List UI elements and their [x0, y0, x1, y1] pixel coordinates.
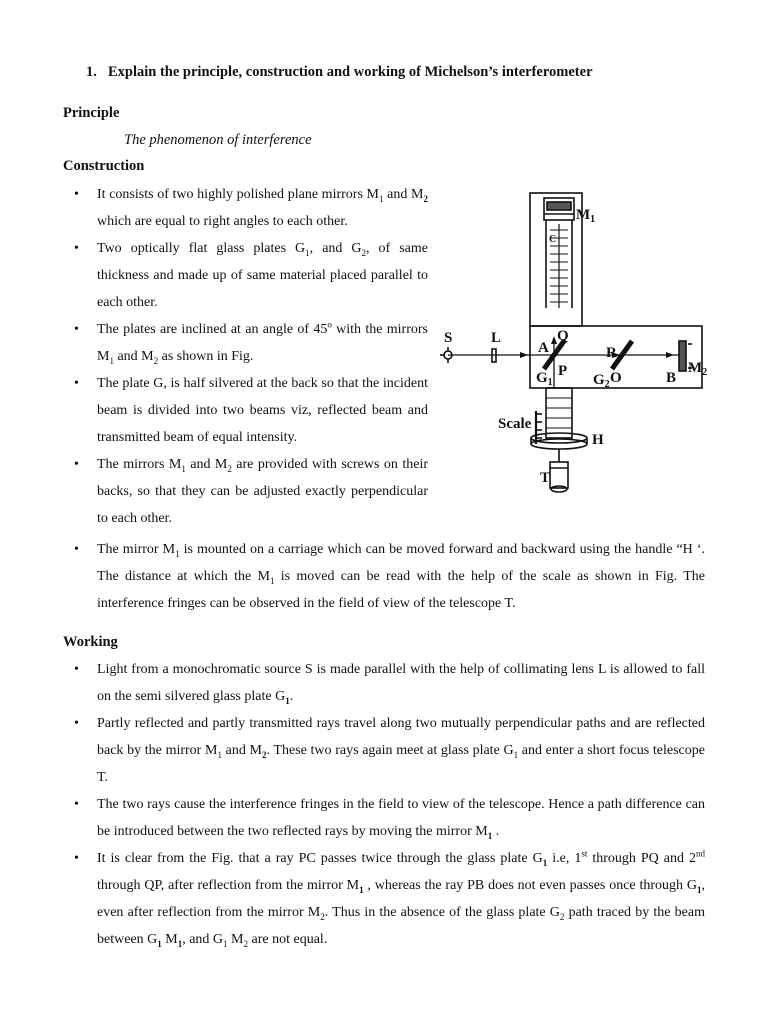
working-list	[97, 656, 705, 953]
label-q: Q	[557, 328, 569, 344]
interferometer-diagram-svg	[436, 186, 708, 504]
label-h: H	[592, 432, 604, 448]
list-item: • It is clear from the Fig. that a ray PC passes twice through the glass plate $G_1$ i.e, 1st through PQ and 2nd through QP, after reflection from the mirror $M_1$ , whereas the ray PB does not even passes once through $G_1$, even after reflection from the mirror $M_2$. Thus in the absence of the glass plate $G_2$ path traced by the beam between $G_1$ $M_1$, and $G_1$ $M_2$ are not equal.	[97, 845, 705, 953]
list-item: • The plates are inclined at an angle of 45$^o$ with the mirrors $M_1$ and $M_2$ as shown in Fig.	[97, 316, 428, 370]
principle-heading: Principle	[63, 105, 120, 121]
list-item: • Two optically flat glass plates $G_1$, and $G_2$, of same thickness and made up of same material placed parallel to each other.	[97, 235, 428, 316]
construction-list-continued	[97, 536, 705, 617]
question-title-text: Explain the principle, construction and working of Michelson’s interferometer	[108, 64, 593, 80]
label-m2: $M_2$	[688, 360, 708, 378]
mirror-m2	[679, 341, 686, 371]
construction-heading: Construction	[63, 158, 145, 174]
label-s: S	[444, 330, 453, 346]
list-item: • Partly reflected and partly transmitted rays travel along two mutually perpendicular paths and are reflected back by the mirror $M_1$ and $M_2$. These two rays again meet at glass plate $G_1$ and enter a short focus telescope T.	[97, 710, 705, 791]
list-item: • The mirror $M_1$ is mounted on a carriage which can be moved forward and backward using the handle “H ‘. The distance at which the $M_1$ is moved can be read with the help of the scale as shown in Fig. The interference fringes can be observed in the field of view of the telescope T.	[97, 536, 705, 617]
michelson-interferometer-figure	[436, 186, 708, 504]
label-l: L	[491, 330, 502, 346]
label-o: O	[610, 370, 622, 386]
telescope-t	[550, 462, 568, 488]
label-g2: $G_2$	[593, 372, 610, 390]
list-item: • The two rays cause the interference fringes in the field to view of the telescope. Hence a path difference can be introduced between the two reflected rays by moving the mirror $M_1$ .	[97, 791, 705, 845]
list-item: • Light from a monochromatic source S is made parallel with the help of collimating lens L is allowed to fall on the semi silvered glass plate $G_1$.	[97, 656, 705, 710]
label-m1: $M_1$	[576, 207, 596, 225]
label-scale: Scale	[498, 416, 532, 432]
label-r: R	[606, 345, 617, 361]
working-heading: Working	[63, 634, 118, 650]
label-a: A	[538, 340, 549, 356]
list-item: • The plate G, is half silvered at the back so that the incident beam is divided into two beams viz, reflected beam and transmitted beam of equal intensity.	[97, 370, 428, 451]
list-item: • It consists of two highly polished plane mirrors $M_1$ and $M_2$ which are equal to right angles to each other.	[97, 181, 428, 235]
screw-carriage	[546, 388, 572, 438]
principle-text: The phenomenon of interference	[124, 132, 312, 148]
question-title	[86, 64, 593, 81]
label-g1: $G_1$	[536, 370, 553, 388]
construction-list	[97, 181, 428, 532]
label-t: T	[540, 470, 551, 486]
mirror-m1	[547, 202, 571, 210]
label-p: P	[558, 363, 568, 379]
label-c: C	[549, 234, 557, 245]
list-item: • The mirrors $M_1$ and $M_2$ are provided with screws on their backs, so that they can be adjusted exactly perpendicular to each other.	[97, 451, 428, 532]
label-b: B	[666, 370, 677, 386]
question-number: 1.	[86, 64, 97, 80]
